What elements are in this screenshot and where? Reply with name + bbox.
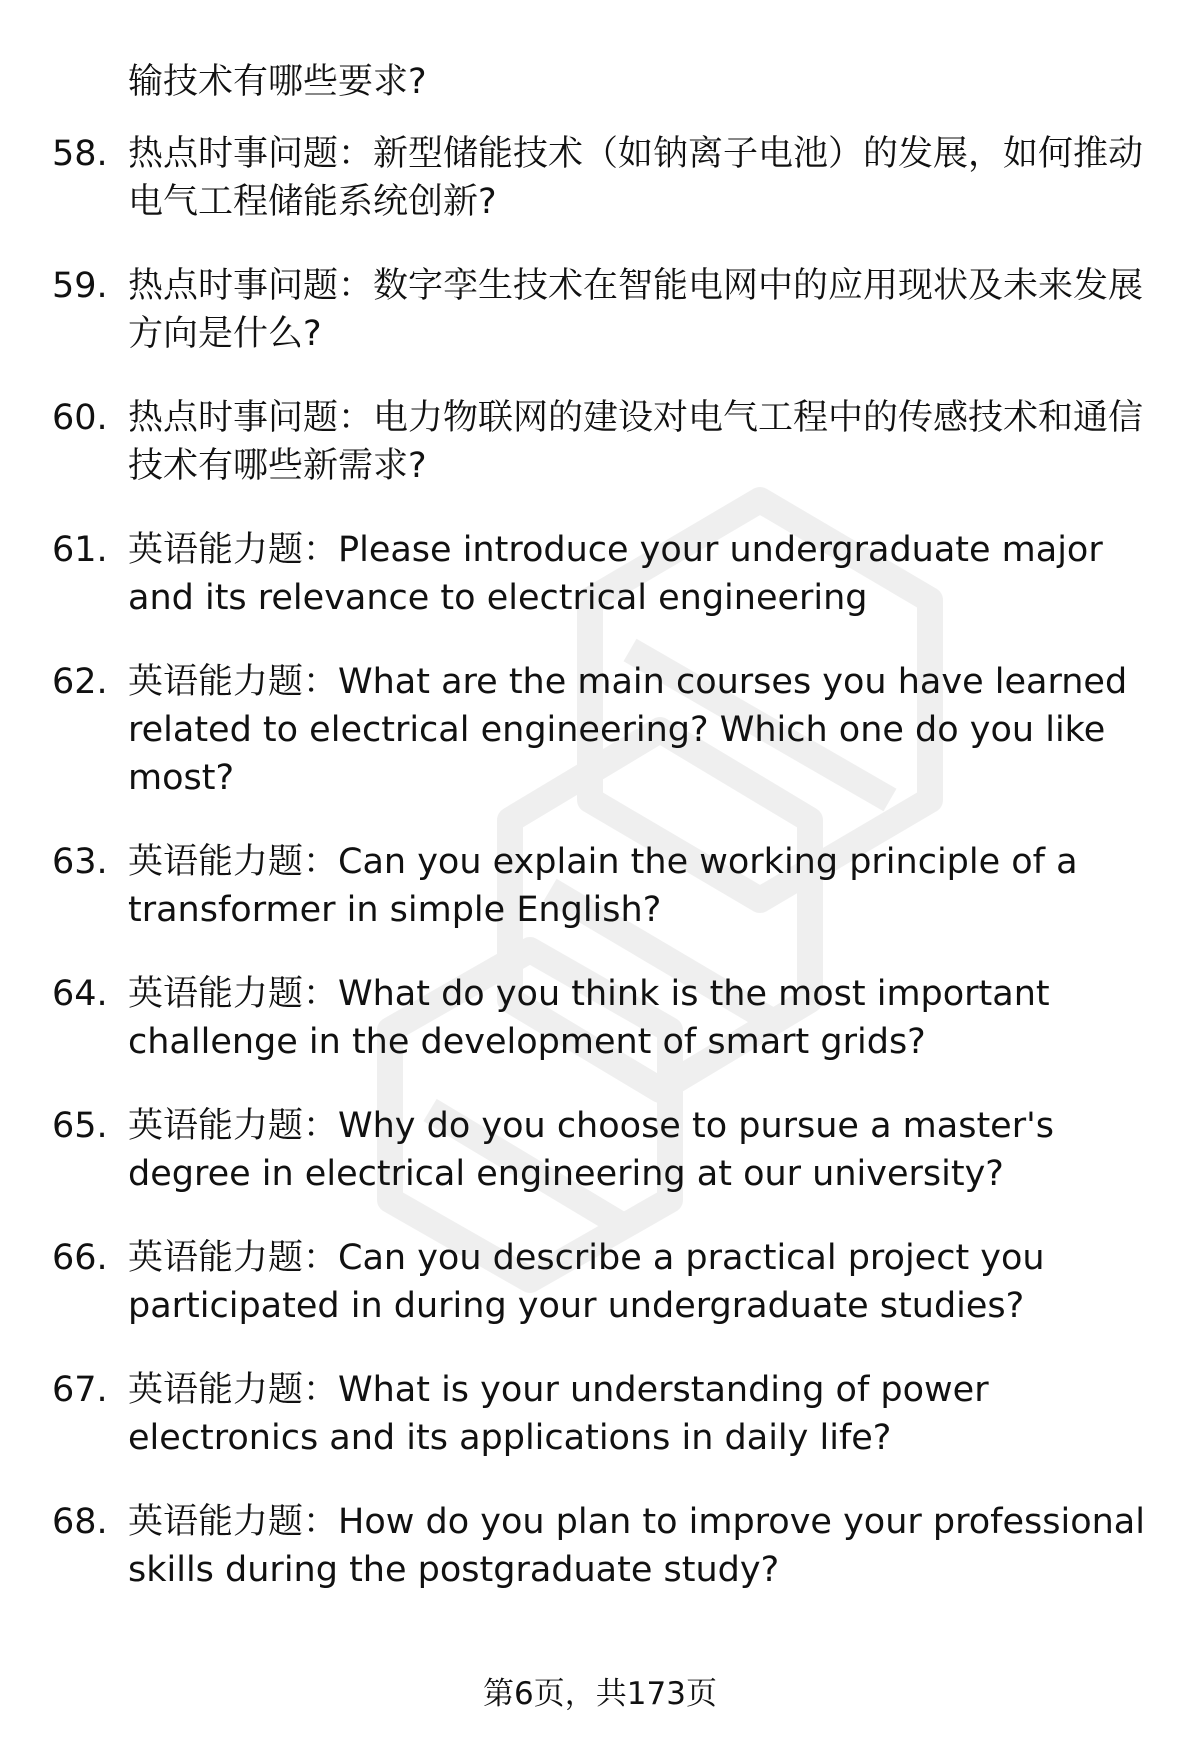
question-number: 66. bbox=[52, 1238, 108, 1278]
list-item bbox=[52, 1102, 1162, 1198]
question-number: 62. bbox=[52, 662, 108, 702]
list-item bbox=[52, 262, 1162, 358]
list-item bbox=[52, 658, 1162, 802]
list-item bbox=[52, 1498, 1162, 1594]
question-number: 61. bbox=[52, 530, 108, 570]
list-item bbox=[52, 130, 1162, 226]
question-number: 59. bbox=[52, 266, 108, 306]
list-item bbox=[52, 526, 1162, 622]
question-number: 65. bbox=[52, 1106, 108, 1146]
question-number: 63. bbox=[52, 842, 108, 882]
continued-question-text: 输技术有哪些要求? bbox=[128, 62, 427, 102]
question-number: 60. bbox=[52, 398, 108, 438]
question-text: 热点时事问题：数字孪生技术在智能电网中的应用现状及未来发展方向是什么? bbox=[128, 266, 1144, 354]
list-item bbox=[52, 1366, 1162, 1462]
page-number-footer: 第6页，共173页 bbox=[483, 1676, 717, 1712]
question-text: 英语能力题：What are the main courses you have learned related to electrical engineering? Which one do you like most? bbox=[128, 662, 1128, 798]
question-text: 热点时事问题：电力物联网的建设对电气工程中的传感技术和通信技术有哪些新需求? bbox=[128, 398, 1144, 486]
list-item bbox=[52, 838, 1162, 934]
question-number: 67. bbox=[52, 1370, 108, 1410]
question-number: 68. bbox=[52, 1502, 108, 1542]
question-text: 英语能力题：Please introduce your undergraduate major and its relevance to electrical engineering bbox=[128, 530, 1103, 618]
question-text: 英语能力题：Can you explain the working principle of a transformer in simple English? bbox=[128, 842, 1078, 930]
question-number: 64. bbox=[52, 974, 108, 1014]
question-text: 英语能力题：How do you plan to improve your professional skills during the postgraduate study? bbox=[128, 1502, 1145, 1590]
list-item bbox=[52, 394, 1162, 490]
question-text: 英语能力题：Why do you choose to pursue a master's degree in electrical engineering at our university? bbox=[128, 1106, 1054, 1194]
question-text: 英语能力题：Can you describe a practical project you participated in during your undergraduate studies? bbox=[128, 1238, 1045, 1326]
list-item bbox=[52, 970, 1162, 1066]
question-text: 英语能力题：What do you think is the most important challenge in the development of smart grids? bbox=[128, 974, 1050, 1062]
question-text: 英语能力题：What is your understanding of power electronics and its applications in daily life? bbox=[128, 1370, 989, 1458]
question-text: 热点时事问题：新型储能技术（如钠离子电池）的发展，如何推动电气工程储能系统创新? bbox=[128, 134, 1144, 222]
question-number: 58. bbox=[52, 134, 108, 174]
list-item bbox=[52, 1234, 1162, 1330]
